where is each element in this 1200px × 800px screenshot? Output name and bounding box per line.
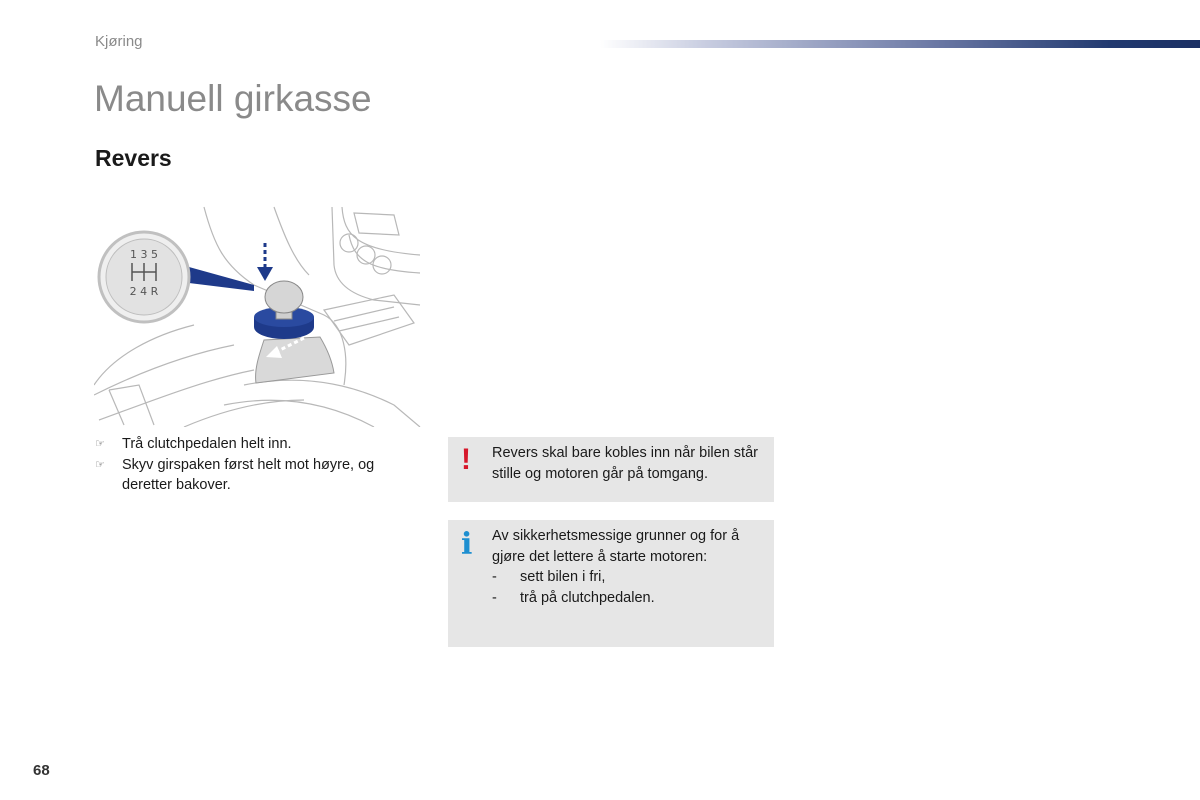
info-list-item-text: trå på clutchpedalen. xyxy=(520,589,655,606)
warning-exclamation-icon: ! xyxy=(461,443,471,476)
warning-text: Revers skal bare kobles inn når bilen står stille og motoren går på tomgang. xyxy=(492,445,758,482)
warning-box xyxy=(448,437,774,502)
info-text: Av sikkerhetsmessige grunner og for å gjøre det lettere å starte motoren: xyxy=(492,528,740,565)
hand-pointer-icon: ☞ xyxy=(95,458,105,471)
instruction-step xyxy=(95,455,415,496)
instruction-steps xyxy=(95,434,415,496)
instruction-step xyxy=(95,434,415,455)
info-list xyxy=(492,567,764,608)
info-list-item-text: sett bilen i fri, xyxy=(520,569,606,585)
page-title: Manuell girkasse xyxy=(94,78,372,119)
knob-top-label: 1 3 5 xyxy=(130,248,158,261)
section-subtitle: Revers xyxy=(95,145,172,171)
info-list-item xyxy=(492,567,764,588)
info-box xyxy=(448,520,774,647)
info-list-item xyxy=(492,588,764,609)
knob-bottom-label: 2 4 R xyxy=(129,285,159,298)
section-label: Kjøring xyxy=(95,33,143,50)
info-icon: i xyxy=(461,527,473,562)
hand-pointer-icon: ☞ xyxy=(95,438,105,450)
instruction-step-text: Skyv girspaken først helt mot høyre, og deretter bakover. xyxy=(122,456,375,493)
page-number: 68 xyxy=(33,762,50,779)
list-dash: - xyxy=(492,589,497,606)
header-decorative-bar xyxy=(600,40,1200,48)
list-dash: - xyxy=(492,569,497,585)
instruction-step-text: Trå clutchpedalen helt inn. xyxy=(122,436,292,452)
gear-shift-illustration-icon xyxy=(94,205,422,427)
